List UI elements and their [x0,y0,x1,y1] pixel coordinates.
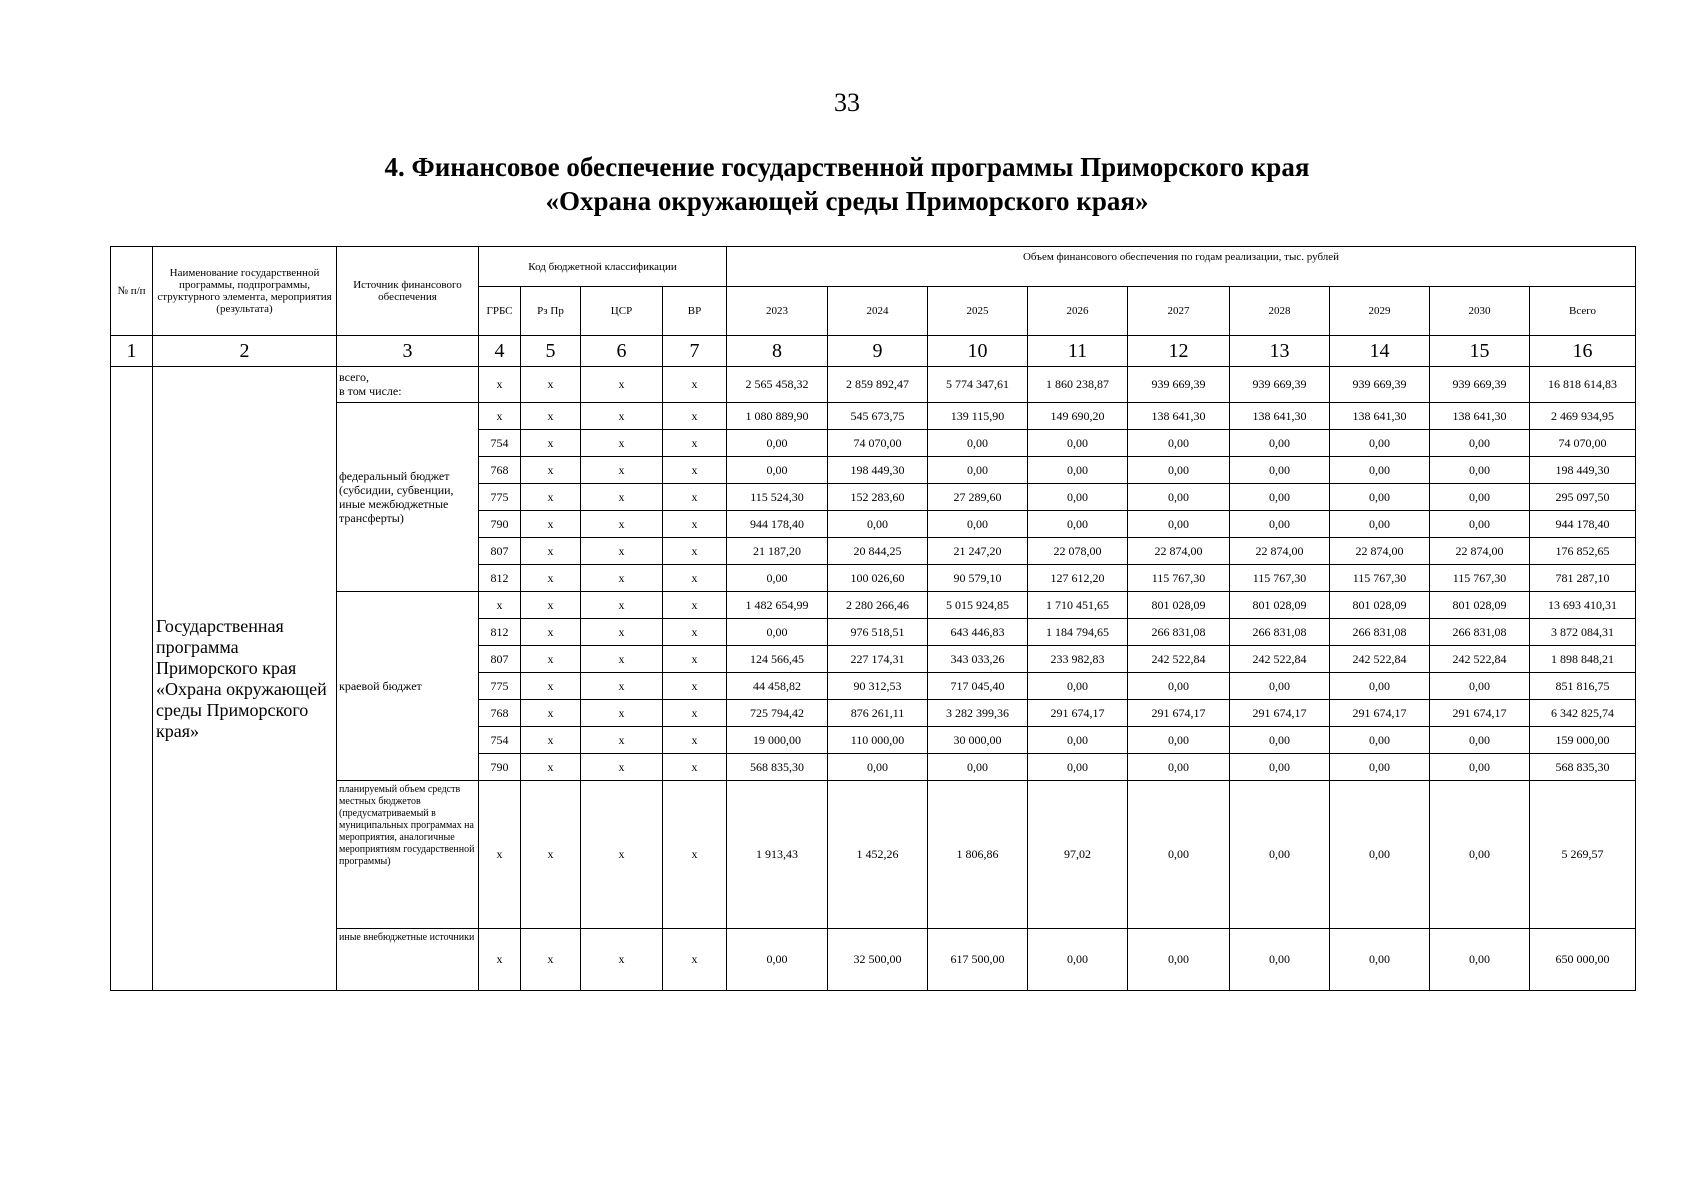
header-year-2026: 2026 [1028,287,1128,336]
amount-cell: 152 283,60 [828,484,928,511]
amount-cell: 568 835,30 [727,754,828,781]
amount-cell: 19 000,00 [727,727,828,754]
amount-cell: 0,00 [1028,511,1128,538]
amount-cell: 138 641,30 [1330,403,1430,430]
amount-cell: 0,00 [1230,781,1330,929]
column-number: 14 [1330,336,1430,367]
amount-cell: 1 482 654,99 [727,592,828,619]
code-cell: x [479,367,521,403]
amount-cell: 21 187,20 [727,538,828,565]
amount-cell: 0,00 [1028,484,1128,511]
column-number: 16 [1530,336,1636,367]
total-cell: 568 835,30 [1530,754,1636,781]
source-total-cell: всего, в том числе: [337,367,479,403]
total-cell: 650 000,00 [1530,929,1636,991]
amount-cell: 2 565 458,32 [727,367,828,403]
code-cell: x [521,781,581,929]
amount-cell: 0,00 [1128,673,1230,700]
amount-cell: 22 874,00 [1230,538,1330,565]
code-cell: x [581,484,663,511]
header-num: № п/п [111,247,153,336]
code-cell: 768 [479,457,521,484]
amount-cell: 0,00 [1330,673,1430,700]
code-cell: x [581,367,663,403]
column-number: 11 [1028,336,1128,367]
amount-cell: 115 767,30 [1128,565,1230,592]
header-kbk: Код бюджетной классификации [479,247,727,287]
table-row [111,592,1636,619]
code-cell: x [581,457,663,484]
column-number: 6 [581,336,663,367]
amount-cell: 0,00 [1230,511,1330,538]
program-name-cell: Государственная программа Приморского края «Охрана окружающей среды Приморского края» [153,367,337,991]
amount-cell: 0,00 [928,457,1028,484]
amount-cell: 3 282 399,36 [928,700,1028,727]
amount-cell: 115 767,30 [1430,565,1530,592]
code-cell: x [521,430,581,457]
amount-cell: 0,00 [1128,511,1230,538]
amount-cell: 725 794,42 [727,700,828,727]
amount-cell: 1 860 238,87 [1028,367,1128,403]
code-cell: x [581,619,663,646]
header-year-2025: 2025 [928,287,1028,336]
column-number: 8 [727,336,828,367]
amount-cell: 617 500,00 [928,929,1028,991]
amount-cell: 20 844,25 [828,538,928,565]
amount-cell: 124 566,45 [727,646,828,673]
total-cell: 176 852,65 [1530,538,1636,565]
amount-cell: 291 674,17 [1028,700,1128,727]
code-cell: x [581,700,663,727]
code-cell: 775 [479,673,521,700]
code-cell: x [663,781,727,929]
amount-cell: 0,00 [1028,430,1128,457]
code-cell: x [521,511,581,538]
source-local-cell: планируемый объем средств местных бюджетов (предусматриваемый в муниципальных программах на мероприятия, аналогичные мероприятиям государственной программы) [337,781,479,929]
table-row [111,781,1636,929]
amount-cell: 242 522,84 [1330,646,1430,673]
amount-cell: 0,00 [727,430,828,457]
total-cell: 16 818 614,83 [1530,367,1636,403]
amount-cell: 22 874,00 [1430,538,1530,565]
code-cell: x [663,592,727,619]
amount-cell: 5 774 347,61 [928,367,1028,403]
column-number: 9 [828,336,928,367]
amount-cell: 1 452,26 [828,781,928,929]
amount-cell: 90 579,10 [928,565,1028,592]
code-cell: x [521,565,581,592]
amount-cell: 0,00 [727,457,828,484]
code-cell: 807 [479,538,521,565]
amount-cell: 939 669,39 [1230,367,1330,403]
amount-cell: 100 026,60 [828,565,928,592]
amount-cell: 266 831,08 [1230,619,1330,646]
row-number-cell [111,367,153,991]
amount-cell: 266 831,08 [1330,619,1430,646]
code-cell: x [521,673,581,700]
amount-cell: 115 767,30 [1230,565,1330,592]
code-cell: x [663,484,727,511]
code-cell: 812 [479,565,521,592]
amount-cell: 0,00 [1128,754,1230,781]
code-cell: x [663,457,727,484]
code-cell: x [521,727,581,754]
header-vr: ВР [663,287,727,336]
code-cell: x [521,646,581,673]
amount-cell: 138 641,30 [1430,403,1530,430]
amount-cell: 291 674,17 [1128,700,1230,727]
amount-cell: 0,00 [1128,929,1230,991]
amount-cell: 291 674,17 [1330,700,1430,727]
source-regional-cell: краевой бюджет [337,592,479,781]
amount-cell: 5 015 924,85 [928,592,1028,619]
column-number: 1 [111,336,153,367]
total-cell: 5 269,57 [1530,781,1636,929]
code-cell: 754 [479,727,521,754]
document-title [0,150,1694,218]
column-number: 5 [521,336,581,367]
code-cell: 754 [479,430,521,457]
header-rzpr: Рз Пр [521,287,581,336]
column-number: 7 [663,336,727,367]
code-cell: x [581,592,663,619]
amount-cell: 0,00 [1028,457,1128,484]
amount-cell: 0,00 [1128,430,1230,457]
amount-cell: 0,00 [1330,727,1430,754]
code-cell: x [663,565,727,592]
code-cell: x [521,538,581,565]
amount-cell: 0,00 [1230,673,1330,700]
header-year-2029: 2029 [1330,287,1430,336]
amount-cell: 0,00 [1430,484,1530,511]
amount-cell: 1 184 794,65 [1028,619,1128,646]
code-cell: x [581,727,663,754]
amount-cell: 717 045,40 [928,673,1028,700]
amount-cell: 939 669,39 [1330,367,1430,403]
amount-cell: 643 446,83 [928,619,1028,646]
amount-cell: 0,00 [1028,929,1128,991]
source-federal-cell: федеральный бюджет (субсидии, субвенции, иные межбюджетные трансферты) [337,403,479,592]
code-cell: x [521,484,581,511]
code-cell: 775 [479,484,521,511]
amount-cell: 2 859 892,47 [828,367,928,403]
amount-cell: 0,00 [1430,727,1530,754]
amount-cell: 939 669,39 [1128,367,1230,403]
total-cell: 6 342 825,74 [1530,700,1636,727]
table-row [111,403,1636,430]
amount-cell: 139 115,90 [928,403,1028,430]
code-cell: 790 [479,511,521,538]
amount-cell: 0,00 [727,619,828,646]
amount-cell: 0,00 [1230,430,1330,457]
amount-cell: 0,00 [1028,673,1128,700]
code-cell: x [663,367,727,403]
amount-cell: 22 874,00 [1128,538,1230,565]
amount-cell: 0,00 [928,430,1028,457]
header-row-1 [111,247,1636,287]
amount-cell: 2 280 266,46 [828,592,928,619]
amount-cell: 0,00 [828,511,928,538]
amount-cell: 0,00 [1430,430,1530,457]
code-cell: x [521,700,581,727]
code-cell: x [663,727,727,754]
amount-cell: 0,00 [1128,484,1230,511]
amount-cell: 801 028,09 [1128,592,1230,619]
amount-cell: 0,00 [1028,727,1128,754]
total-cell: 159 000,00 [1530,727,1636,754]
header-year-2028: 2028 [1230,287,1330,336]
code-cell: x [663,929,727,991]
amount-cell: 1 080 889,90 [727,403,828,430]
amount-cell: 27 289,60 [928,484,1028,511]
header-year-2030: 2030 [1430,287,1530,336]
header-total: Всего [1530,287,1636,336]
amount-cell: 0,00 [1128,727,1230,754]
code-cell: x [663,646,727,673]
amount-cell: 1 913,43 [727,781,828,929]
code-cell: x [663,673,727,700]
column-number: 3 [337,336,479,367]
column-number: 13 [1230,336,1330,367]
financing-table [110,246,1636,991]
amount-cell: 0,00 [1330,929,1430,991]
amount-cell: 0,00 [1128,457,1230,484]
header-grbs: ГРБС [479,287,521,336]
code-cell: x [663,430,727,457]
column-number: 10 [928,336,1028,367]
amount-cell: 0,00 [1028,754,1128,781]
amount-cell: 138 641,30 [1128,403,1230,430]
amount-cell: 291 674,17 [1430,700,1530,727]
total-cell: 781 287,10 [1530,565,1636,592]
amount-cell: 138 641,30 [1230,403,1330,430]
amount-cell: 0,00 [1230,727,1330,754]
amount-cell: 0,00 [1430,673,1530,700]
header-name: Наименование государственной программы, подпрограммы, структурного элемента, мероприятия (результата) [153,247,337,336]
amount-cell: 227 174,31 [828,646,928,673]
code-cell: x [581,430,663,457]
code-cell: x [663,511,727,538]
code-cell: x [479,781,521,929]
code-cell: x [663,700,727,727]
column-number: 12 [1128,336,1230,367]
column-number: 2 [153,336,337,367]
column-number-row [111,336,1636,367]
total-cell: 295 097,50 [1530,484,1636,511]
total-cell: 851 816,75 [1530,673,1636,700]
code-cell: x [663,403,727,430]
code-cell: x [581,646,663,673]
amount-cell: 0,00 [928,754,1028,781]
amount-cell: 0,00 [1430,511,1530,538]
code-cell: x [479,592,521,619]
code-cell: x [521,929,581,991]
code-cell: x [663,538,727,565]
code-cell: 790 [479,754,521,781]
amount-cell: 0,00 [1230,929,1330,991]
amount-cell: 22 874,00 [1330,538,1430,565]
amount-cell: 0,00 [727,929,828,991]
code-cell: x [521,619,581,646]
amount-cell: 0,00 [1430,929,1530,991]
amount-cell: 0,00 [1330,484,1430,511]
amount-cell: 343 033,26 [928,646,1028,673]
code-cell: x [521,403,581,430]
header-year-2023: 2023 [727,287,828,336]
amount-cell: 939 669,39 [1430,367,1530,403]
code-cell: 807 [479,646,521,673]
amount-cell: 0,00 [1230,484,1330,511]
header-csr: ЦСР [581,287,663,336]
amount-cell: 32 500,00 [828,929,928,991]
header-source: Источник финансового обеспечения [337,247,479,336]
amount-cell: 0,00 [1230,754,1330,781]
amount-cell: 1 806,86 [928,781,1028,929]
amount-cell: 233 982,83 [1028,646,1128,673]
amount-cell: 90 312,53 [828,673,928,700]
amount-cell: 0,00 [1330,781,1430,929]
amount-cell: 0,00 [1128,781,1230,929]
code-cell: 812 [479,619,521,646]
code-cell: x [581,781,663,929]
amount-cell: 876 261,11 [828,700,928,727]
total-cell: 74 070,00 [1530,430,1636,457]
amount-cell: 0,00 [1330,430,1430,457]
header-year-2027: 2027 [1128,287,1230,336]
amount-cell: 801 028,09 [1330,592,1430,619]
amount-cell: 801 028,09 [1230,592,1330,619]
amount-cell: 115 767,30 [1330,565,1430,592]
amount-cell: 30 000,00 [928,727,1028,754]
amount-cell: 110 000,00 [828,727,928,754]
code-cell: x [581,929,663,991]
header-volume: Объем финансового обеспечения по годам реализации, тыс. рублей [727,247,1636,287]
column-number: 4 [479,336,521,367]
amount-cell: 291 674,17 [1230,700,1330,727]
code-cell: x [663,619,727,646]
amount-cell: 976 518,51 [828,619,928,646]
total-cell: 3 872 084,31 [1530,619,1636,646]
amount-cell: 0,00 [828,754,928,781]
code-cell: x [581,754,663,781]
code-cell: x [581,538,663,565]
total-cell: 13 693 410,31 [1530,592,1636,619]
amount-cell: 0,00 [1430,781,1530,929]
code-cell: x [521,367,581,403]
amount-cell: 0,00 [1430,457,1530,484]
amount-cell: 97,02 [1028,781,1128,929]
amount-cell: 242 522,84 [1430,646,1530,673]
amount-cell: 1 710 451,65 [1028,592,1128,619]
amount-cell: 266 831,08 [1430,619,1530,646]
code-cell: x [479,929,521,991]
amount-cell: 115 524,30 [727,484,828,511]
code-cell: x [521,457,581,484]
code-cell: x [663,754,727,781]
amount-cell: 0,00 [1330,511,1430,538]
column-number: 15 [1430,336,1530,367]
table-row [111,929,1636,991]
amount-cell: 44 458,82 [727,673,828,700]
code-cell: x [521,754,581,781]
amount-cell: 242 522,84 [1128,646,1230,673]
title-line-2: «Охрана окружающей среды Приморского края» [545,186,1149,216]
code-cell: 768 [479,700,521,727]
amount-cell: 801 028,09 [1430,592,1530,619]
amount-cell: 22 078,00 [1028,538,1128,565]
amount-cell: 0,00 [1230,457,1330,484]
total-cell: 944 178,40 [1530,511,1636,538]
amount-cell: 545 673,75 [828,403,928,430]
amount-cell: 21 247,20 [928,538,1028,565]
amount-cell: 266 831,08 [1128,619,1230,646]
amount-cell: 944 178,40 [727,511,828,538]
amount-cell: 0,00 [1430,754,1530,781]
code-cell: x [581,403,663,430]
amount-cell: 0,00 [1330,754,1430,781]
total-cell: 198 449,30 [1530,457,1636,484]
amount-cell: 149 690,20 [1028,403,1128,430]
page-number: 33 [834,88,860,117]
source-other-cell: иные внебюджетные источники [337,929,479,991]
amount-cell: 74 070,00 [828,430,928,457]
amount-cell: 0,00 [727,565,828,592]
amount-cell: 127 612,20 [1028,565,1128,592]
amount-cell: 0,00 [1330,457,1430,484]
total-cell: 1 898 848,21 [1530,646,1636,673]
header-year-2024: 2024 [828,287,928,336]
total-cell: 2 469 934,95 [1530,403,1636,430]
code-cell: x [479,403,521,430]
code-cell: x [581,511,663,538]
amount-cell: 0,00 [928,511,1028,538]
code-cell: x [581,565,663,592]
title-line-1: 4. Финансовое обеспечение государственной программы Приморского края [384,152,1310,182]
amount-cell: 242 522,84 [1230,646,1330,673]
amount-cell: 198 449,30 [828,457,928,484]
table-row [111,367,1636,403]
code-cell: x [521,592,581,619]
code-cell: x [581,673,663,700]
